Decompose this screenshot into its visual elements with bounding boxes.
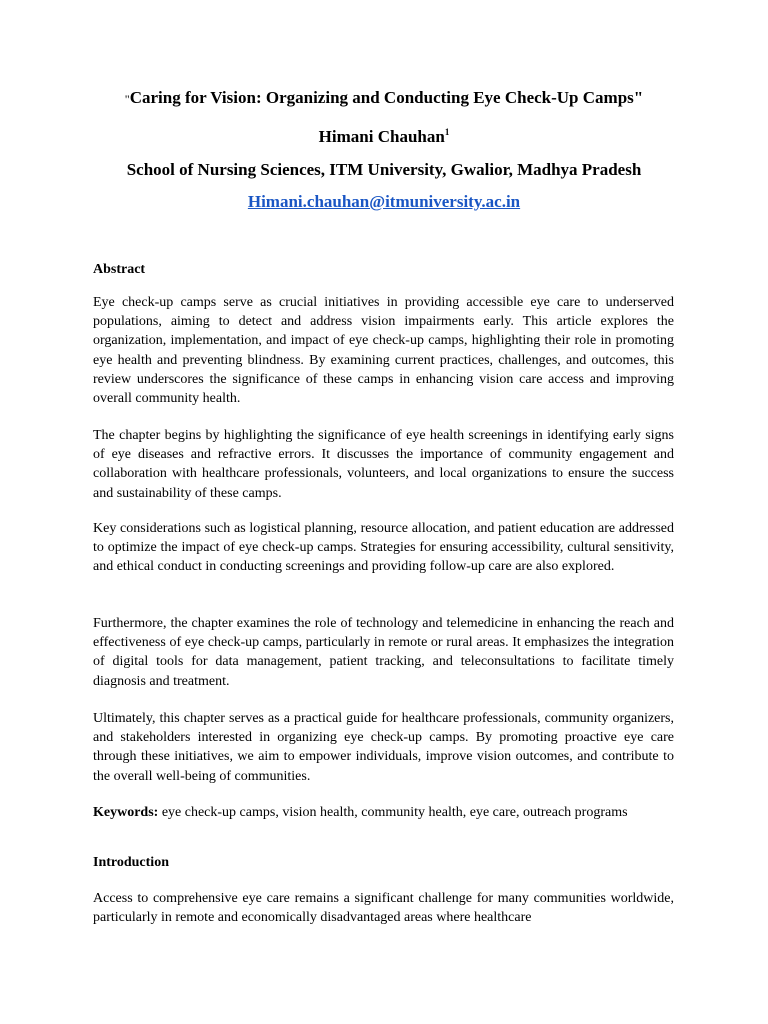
abstract-paragraph-1 xyxy=(93,293,674,408)
keywords-label: Keywords: xyxy=(93,805,159,820)
abstract-paragraph-5 xyxy=(93,709,674,786)
introduction-heading xyxy=(93,853,674,872)
introduction-heading-text: Introduction xyxy=(93,855,169,870)
abstract-paragraph-3-text: Key considerations such as logistical planning, resource allocation, and patient education are addressed to optimize the impact of eye check-up camps. Strategies for ensuring accessibility, cultural sensitivity, and ethical conduct in conducting screenings and providing follow-up care are also explored. xyxy=(93,521,674,575)
abstract-paragraph-5-text: Ultimately, this chapter serves as a practical guide for healthcare professionals, community organizers, and stakeholders interested in organizing eye check-up camps. By promoting proactive eye care through these initiatives, we aim to empower individuals, improve vision outcomes, and contribute to the overall well-being of communities. xyxy=(93,711,674,784)
abstract-paragraph-4-text: Furthermore, the chapter examines the role of technology and telemedicine in enhancing the reach and effectiveness of eye check-up camps, particularly in remote or rural areas. It emphasizes the integration of digital tools for data management, patient tracking, and teleconsultations to facilitate timely diagnosis and treatment. xyxy=(93,616,674,689)
keywords-section xyxy=(93,803,674,822)
introduction-paragraph xyxy=(93,889,674,927)
keywords-paragraph xyxy=(93,803,674,822)
author-affiliation: School of Nursing Sciences, ITM University, Gwalior, Madhya Pradesh xyxy=(126,160,642,179)
author-affiliation-marker: 1 xyxy=(444,127,450,137)
paper-title xyxy=(0,87,768,110)
author-name: Himani Chauhan xyxy=(318,127,445,146)
abstract-heading xyxy=(93,260,674,279)
title-text: Caring for Vision: Organizing and Conducting Eye Check-Up Camps" xyxy=(129,88,644,107)
author-email-link[interactable]: Himani.chauhan@itmuniversity.ac.in xyxy=(247,192,521,211)
author-email-line xyxy=(0,191,768,213)
abstract-heading-text: Abstract xyxy=(93,262,146,277)
author-line xyxy=(0,126,768,148)
keywords-list: eye check-up camps, vision health, community health, eye care, outreach programs xyxy=(161,805,628,820)
abstract-paragraph-4 xyxy=(93,614,674,691)
abstract-paragraph-3 xyxy=(93,519,674,577)
introduction-paragraph-text: Access to comprehensive eye care remains a significant challenge for many communities worldwide, particularly in remote and economically disadvantaged areas where healthcare xyxy=(93,891,674,926)
title-open-quote: " xyxy=(124,92,130,106)
abstract-paragraph-2 xyxy=(93,426,674,503)
abstract-paragraph-1-text: Eye check-up camps serve as crucial initiatives in providing accessible eye care to underserved populations, aiming to detect and address vision impairments early. This article explores the organization, implementation, and impact of eye check-up camps, highlighting their role in promoting eye health and preventing blindness. By examining current practices, challenges, and outcomes, this review underscores the significance of these camps in enhancing vision care access and improving overall community health. xyxy=(93,295,674,407)
abstract-paragraph-2-text: The chapter begins by highlighting the significance of eye health screenings in identifying early signs of eye diseases and refractive errors. It discusses the importance of community engagement and collaboration with healthcare professionals, volunteers, and local organizations to ensure the success and sustainability of these camps. xyxy=(93,428,674,501)
